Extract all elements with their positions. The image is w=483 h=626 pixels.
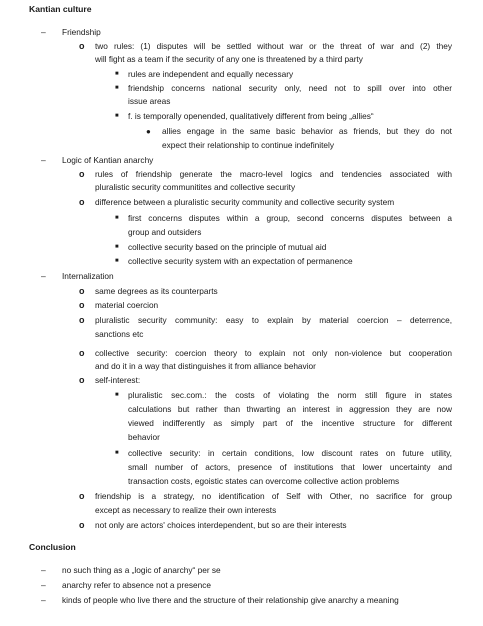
logic-collective-permanence: collective security system with an expectation of permanence [128, 256, 353, 266]
circle-bullet-icon: o [79, 197, 85, 207]
friendship-concern-line2: issue areas [128, 96, 171, 106]
internalization-cs-line2: and do it in a way that distinguishes it from alliance behavior [95, 361, 316, 371]
square-bullet-icon: ■ [115, 258, 119, 264]
internalization-strategy-line2: except as necessary to realize their own interests [95, 505, 277, 515]
conclusion-item-3: kinds of people who live there and the structure of their relationship give anarchy a meaning [62, 595, 399, 605]
dash-icon: – [41, 565, 46, 575]
circle-bullet-icon: o [79, 315, 85, 325]
square-bullet-icon: ■ [115, 71, 119, 77]
internalization-cs-line1: collective security: coercion theory to explain not only non-violence but cooperation [95, 348, 452, 358]
internalization-strategy-line1: friendship is a strategy, no identification of Self with Other, no sacrifice for group [95, 491, 452, 501]
circle-bullet-icon: o [79, 169, 85, 179]
circle-bullet-icon: o [79, 41, 85, 51]
internalization-psec-line4: behavior [128, 432, 160, 442]
dash-icon: – [41, 271, 46, 281]
internalization-csec-line1: collective security: in certain conditions, low discount rates on future utility, [128, 448, 452, 458]
square-bullet-icon: ■ [115, 244, 119, 250]
friendship-allies-line1: allies engage in the same basic behavior as friends, but they do not [162, 126, 452, 136]
dash-icon: – [41, 27, 46, 37]
logic-difference: difference between a pluralistic security community and collective security system [95, 197, 395, 207]
friendship-rules-line2: will fight as a team if the security of any one is threatened by a third party [95, 54, 363, 64]
circle-bullet-icon: o [79, 520, 85, 530]
circle-bullet-icon: o [79, 491, 85, 501]
internalization-not-only: not only are actors' choices interdependent, but so are their interests [95, 520, 347, 530]
dash-icon: – [41, 595, 46, 605]
internalization-coercion: material coercion [95, 300, 159, 310]
circle-bullet-icon: o [79, 286, 85, 296]
square-bullet-icon: ■ [115, 450, 119, 456]
circle-bullet-icon: o [79, 348, 85, 358]
internalization-psec-line3: viewed indifferently as simply part of the incentive structure for different [128, 418, 452, 428]
logic-first-line2: group and outsiders [128, 227, 202, 237]
internalization-psec-line1: pluralistic sec.com.: the costs of violating the norm still figure in states [128, 390, 452, 400]
document-title: Kantian culture [29, 4, 92, 14]
internalization-self-interest: self-interest: [95, 375, 141, 385]
internalization-psec-line2: calculations but rather than thwarting an interest in aggression they are now [128, 404, 452, 414]
dash-icon: – [41, 580, 46, 590]
square-bullet-icon: ■ [115, 215, 119, 221]
circle-bullet-icon: o [79, 375, 85, 385]
square-bullet-icon: ■ [115, 392, 119, 398]
square-bullet-icon: ■ [115, 113, 119, 119]
logic-collective-aid: collective security based on the principle of mutual aid [128, 242, 327, 252]
logic-rules-line2: pluralistic security communitites and collective security [95, 182, 296, 192]
logic-first-line1: first concerns disputes within a group, second concerns disputes between a [128, 213, 452, 223]
dash-icon: – [41, 155, 46, 165]
friendship-rules-line1: two rules: (1) disputes will be settled without war or the threat of war and (2) they [95, 41, 452, 51]
internalization-label: Internalization [62, 271, 114, 281]
conclusion-item-1: no such thing as a „logic of anarchy“ per se [62, 565, 221, 575]
friendship-concern-line1: friendship concerns national security only, need not to spill over into other [128, 83, 452, 93]
friendship-label: Friendship [62, 27, 101, 37]
logic-rules-line1: rules of friendship generate the macro-level logics and tendencies associated with [95, 169, 452, 179]
conclusion-title: Conclusion [29, 542, 76, 552]
internalization-csec-line2: small number of actors, presence of institutions that lower uncertainty and [128, 462, 452, 472]
round-bullet-icon: ● [146, 127, 151, 136]
friendship-rules-independent: rules are independent and equally necessary [128, 69, 294, 79]
square-bullet-icon: ■ [115, 85, 119, 91]
internalization-psc-line1: pluralistic security community: easy to explain by material coercion – deterrence, [95, 315, 452, 325]
circle-bullet-icon: o [79, 300, 85, 310]
conclusion-item-2: anarchy refer to absence not a presence [62, 580, 211, 590]
internalization-psc-line2: sanctions etc [95, 329, 144, 339]
internalization-csec-line3: transaction costs, egoistic states can overcome collective action problems [128, 476, 400, 486]
friendship-allies-line2: expect their relationship to continue indefinitely [162, 140, 335, 150]
friendship-temporal: f. is temporally openended, qualitatively different from being „allies“ [128, 111, 374, 121]
logic-label: Logic of Kantian anarchy [62, 155, 154, 165]
internalization-same-degrees: same degrees as its counterparts [95, 286, 218, 296]
